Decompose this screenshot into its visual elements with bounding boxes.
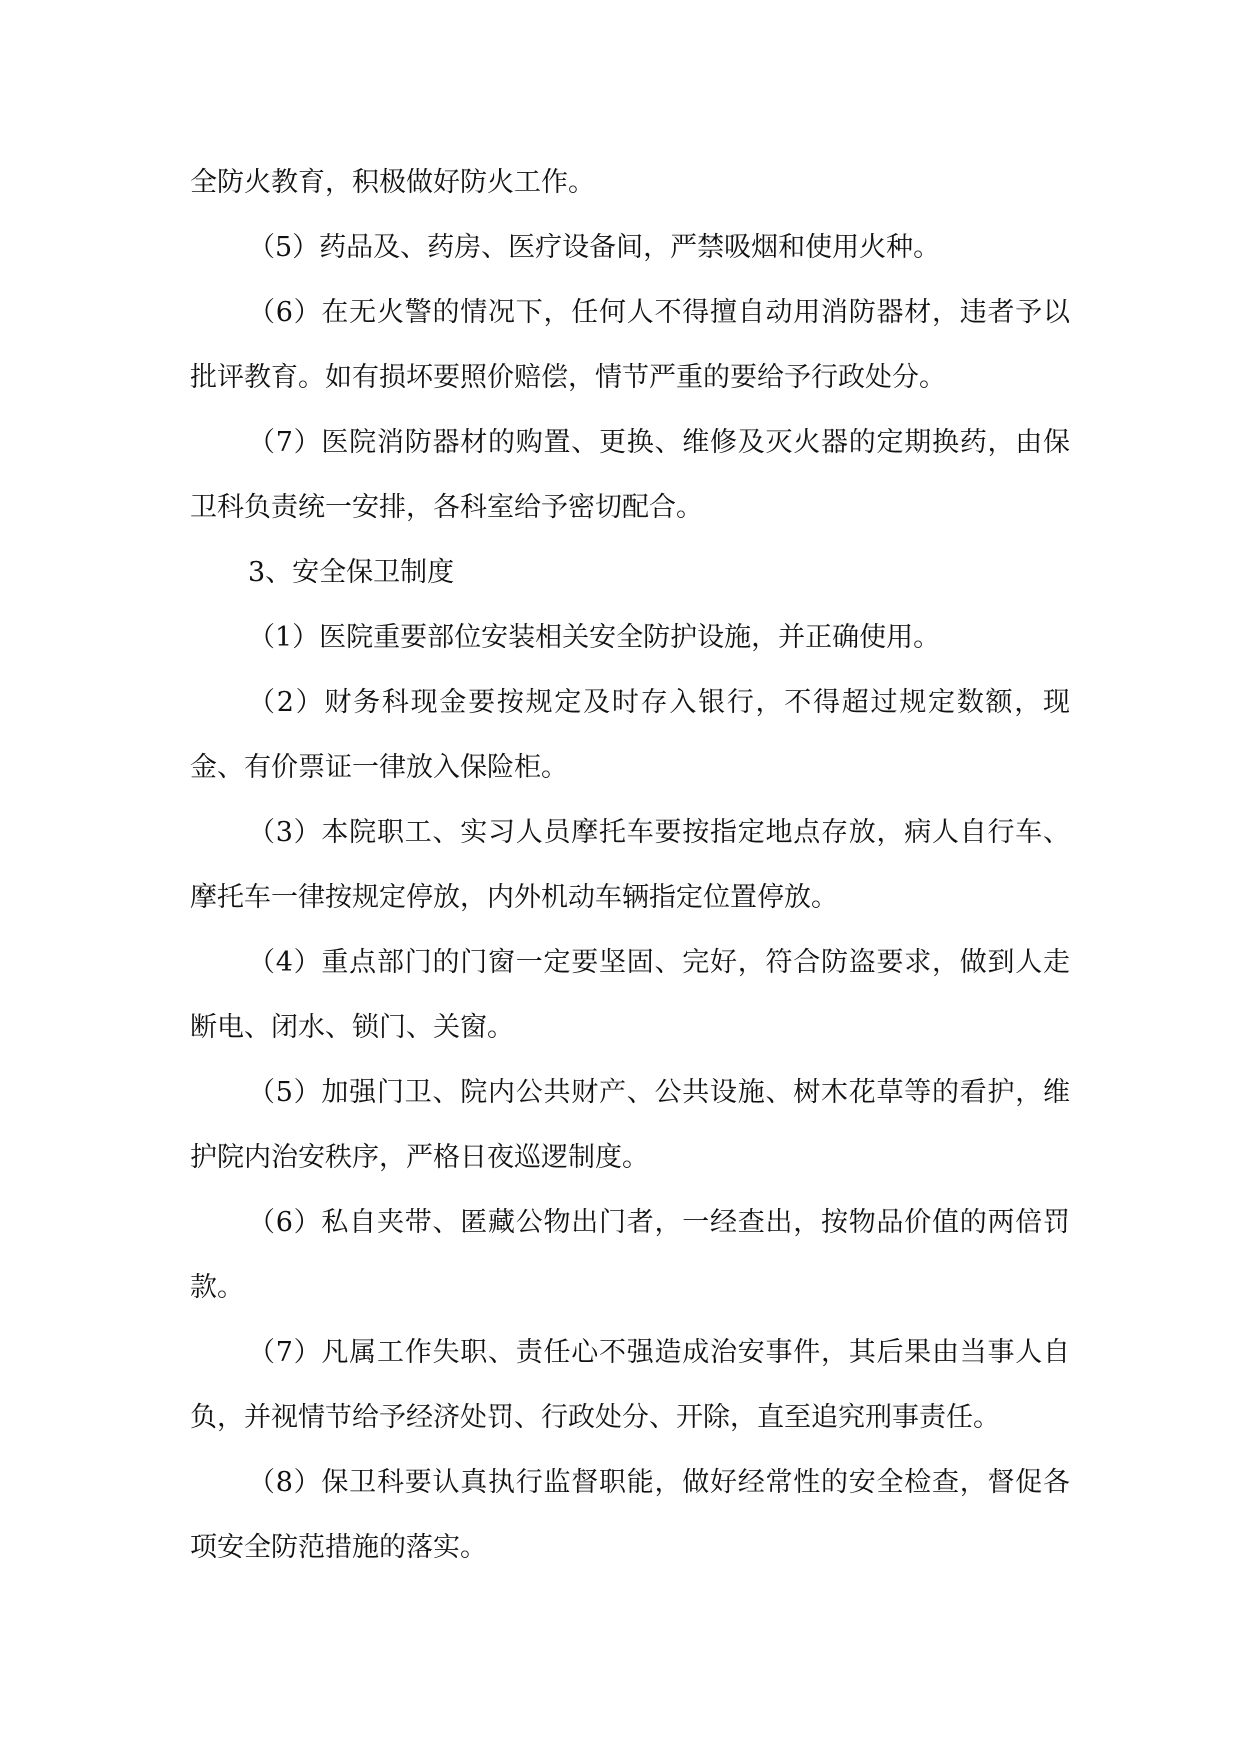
paragraph-security-rule-4: （4）重点部门的门窗一定要坚固、完好，符合防盗要求，做到人走断电、闭水、锁门、关窗。 xyxy=(190,947,1070,1043)
paragraph-security-rule-1: （1）医院重要部位安装相关安全防护设施，并正确使用。 xyxy=(248,622,941,653)
paragraph-fire-rule-6: （6）在无火警的情况下，任何人不得擅自动用消防器材，违者予以批评教育。如有损坏要照价赔偿，情节严重的要给予行政处分。 xyxy=(190,297,1070,393)
paragraph-fire-education-continued: 全防火教育，积极做好防火工作。 xyxy=(190,167,595,198)
paragraph-fire-rule-5: （5）药品及、药房、医疗设备间，严禁吸烟和使用火种。 xyxy=(248,232,941,263)
section-heading-security: 3、安全保卫制度 xyxy=(248,557,455,588)
paragraph-security-rule-2: （2）财务科现金要按规定及时存入银行，不得超过规定数额，现金、有价票证一律放入保险柜。 xyxy=(190,687,1070,783)
paragraph-security-rule-7: （7）凡属工作失职、责任心不强造成治安事件，其后果由当事人自负，并视情节给予经济处罚、行政处分、开除，直至追究刑事责任。 xyxy=(190,1337,1070,1433)
paragraph-security-rule-6: （6）私自夹带、匿藏公物出门者，一经查出，按物品价值的两倍罚款。 xyxy=(190,1207,1070,1303)
paragraph-security-rule-5: （5）加强门卫、院内公共财产、公共设施、树木花草等的看护，维护院内治安秩序，严格日夜巡逻制度。 xyxy=(190,1077,1070,1173)
paragraph-security-rule-8: （8）保卫科要认真执行监督职能，做好经常性的安全检查，督促各项安全防范措施的落实。 xyxy=(190,1467,1070,1563)
document-body xyxy=(190,150,1070,1580)
paragraph-fire-rule-7: （7）医院消防器材的购置、更换、维修及灭火器的定期换药，由保卫科负责统一安排，各科室给予密切配合。 xyxy=(190,427,1070,523)
paragraph-security-rule-3: （3）本院职工、实习人员摩托车要按指定地点存放，病人自行车、摩托车一律按规定停放，内外机动车辆指定位置停放。 xyxy=(190,817,1070,913)
